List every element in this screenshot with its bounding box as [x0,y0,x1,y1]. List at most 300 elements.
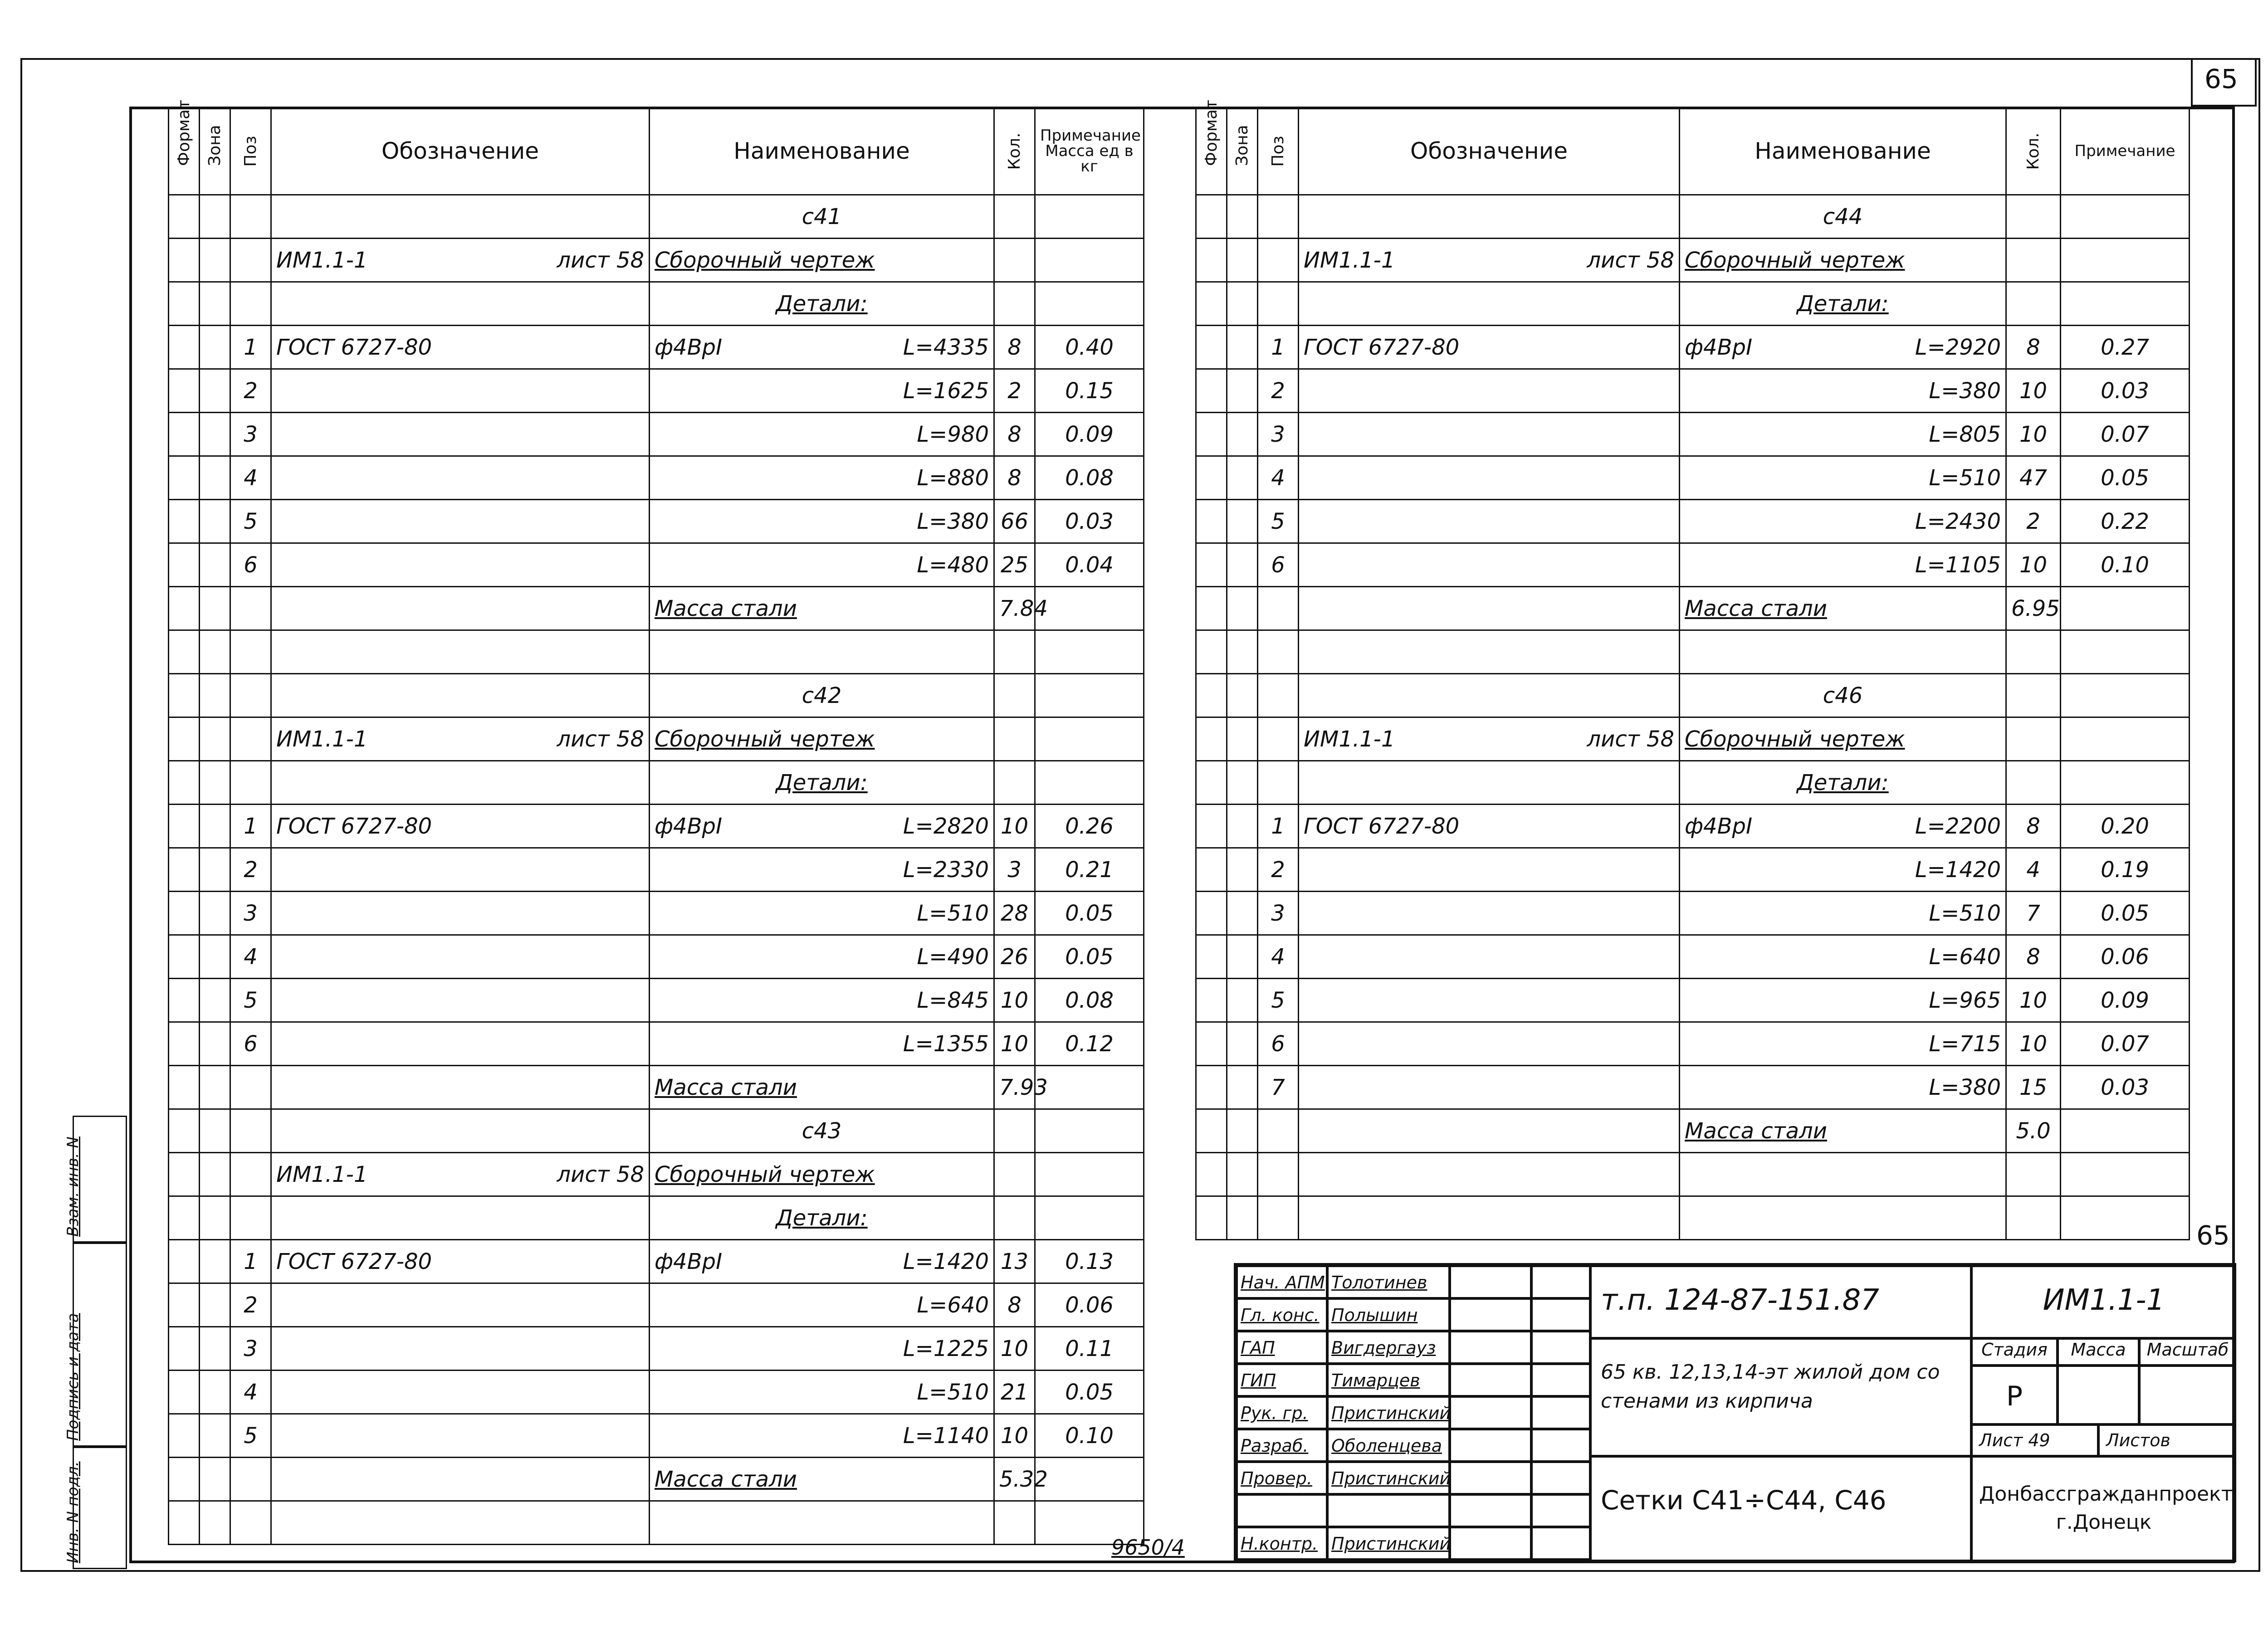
name-text: Детали: [776,291,868,317]
person-name-text: Оболенцева [1331,1436,1442,1456]
cell-pos: 5 [230,979,271,1022]
cell-qty: 8 [994,456,1035,500]
cell-designation [271,456,650,500]
cell-format [169,848,200,892]
cell-zone [1227,1196,1258,1240]
designation-text: ИМ1.1-1 [276,726,368,752]
person-name-text: Полышин [1331,1305,1418,1325]
table-row [1196,413,2190,456]
length-value: L=715 [1929,1031,2001,1057]
header-zone: Зона [200,107,230,195]
cell-note [1035,1153,1144,1196]
table-row [1196,630,2190,674]
cell-qty [2006,1196,2061,1240]
cell-note: 0.09 [1035,413,1144,456]
cell-note [1035,1196,1144,1240]
table-row [1196,543,2190,587]
cell-format [169,717,200,761]
cell-note [1035,630,1144,674]
table-row [169,630,1144,674]
header-qty: Кол. [994,107,1035,195]
cell-qty: 10 [994,1414,1035,1458]
cell-qty: 10 [994,805,1035,848]
cell-qty: 10 [994,1022,1035,1066]
cell-note: 0.12 [1035,1022,1144,1066]
date-cell [1531,1364,1590,1396]
cell-note: 0.05 [2061,892,2190,935]
length-value: L=845 [917,987,989,1013]
mass-label: Масса [2058,1338,2139,1366]
name-text: Детали: [1797,770,1889,795]
cell-zone [200,674,230,717]
designation-text: ГОСТ 6727-80 [276,813,432,839]
cell-name [650,1414,994,1458]
cell-qty: 7 [2006,892,2061,935]
cell-pos [230,630,271,674]
cell-zone [200,1327,230,1371]
cell-qty: 66 [994,500,1035,543]
cell-qty [2006,195,2061,239]
table-row [1196,1196,2190,1240]
name-text: ф4ВрI [655,334,723,360]
cell-qty: 5.0 [2006,1109,2061,1153]
cell-name [650,282,994,326]
cell-note: 0.05 [1035,935,1144,979]
cell-zone [200,1458,230,1501]
cell-name [650,848,994,892]
cell-note: 0.07 [2061,1022,2190,1066]
cell-designation [1299,587,1680,630]
person-name-text: Пристинский [1331,1403,1451,1423]
designation-text: ИМ1.1-1 [276,247,368,273]
date-cell [1531,1298,1590,1331]
cell-zone [1227,195,1258,239]
header-note: Примечание [2061,107,2190,195]
table-row [169,1109,1144,1153]
cell-name [650,1066,994,1109]
name-text: Сборочный чертеж [655,726,875,752]
cell-zone [200,1066,230,1109]
cell-name [1680,326,2006,369]
cell-pos [230,1066,271,1109]
cell-qty [2006,282,2061,326]
cell-pos: 4 [230,1371,271,1414]
cell-designation [1299,326,1680,369]
header-pos: Поз [230,107,271,195]
name-text: Масса стали [655,1466,797,1492]
cell-pos [1258,1196,1299,1240]
designation-text: ИМ1.1-1 [276,1161,368,1187]
cell-pos: 7 [1258,1066,1299,1109]
cell-name [1680,413,2006,456]
cell-name [650,1109,994,1153]
cell-qty: 8 [994,1283,1035,1327]
name-text: Детали: [776,1205,868,1231]
cell-designation [1299,1153,1680,1196]
table-row [1196,1153,2190,1196]
table-row [169,1414,1144,1458]
cell-designation [271,674,650,717]
cell-format [169,500,200,543]
cell-name [1680,543,2006,587]
length-value: L=1105 [1915,552,2001,578]
cell-format [169,413,200,456]
cell-pos: 1 [230,326,271,369]
table-row [169,848,1144,892]
cell-note [2061,282,2190,326]
cell-note [2061,1109,2190,1153]
cell-format [1196,674,1227,717]
table-row [169,1196,1144,1240]
person-name-text: Вигдергауз [1331,1338,1436,1358]
cell-designation [271,369,650,413]
cell-zone [1227,979,1258,1022]
cell-note [1035,674,1144,717]
cell-pos: 1 [230,1240,271,1283]
cell-pos: 5 [230,500,271,543]
cell-note: 0.07 [2061,413,2190,456]
cell-qty: 10 [2006,413,2061,456]
cell-format [169,1196,200,1240]
cell-zone [200,1240,230,1283]
cell-pos: 2 [230,369,271,413]
cell-name [650,413,994,456]
cell-format [1196,456,1227,500]
stamp-inv-replace: Взам. инв. N [73,1116,127,1243]
cell-qty: 6.95 [2006,587,2061,630]
cell-designation [271,1066,650,1109]
header-designation: Обозначение [1299,107,1680,195]
person-name [1327,1494,1450,1527]
date-cell [1531,1396,1590,1429]
cell-format [1196,1196,1227,1240]
cell-name [1680,1109,2006,1153]
cell-format [169,369,200,413]
cell-designation [1299,805,1680,848]
cell-designation [1299,369,1680,413]
cell-designation [1299,848,1680,892]
table-row [169,413,1144,456]
table-row [1196,587,2190,630]
cell-note: 0.04 [1035,543,1144,587]
cell-designation [271,935,650,979]
cell-designation [271,848,650,892]
cell-pos [230,761,271,805]
cell-pos: 6 [230,1022,271,1066]
cell-designation [1299,543,1680,587]
cell-zone [200,1501,230,1545]
doc-code: ИМ1.1-1 [1971,1266,2236,1338]
length-value: L=805 [1929,421,2001,447]
cell-format [169,543,200,587]
name-text: с44 [1823,204,1863,229]
cell-note: 0.15 [1035,369,1144,413]
role-label-text: Нач. АПМ [1241,1273,1325,1293]
cell-name [650,195,994,239]
cell-zone [200,630,230,674]
cell-pos [1258,630,1299,674]
cell-note: 0.03 [2061,369,2190,413]
cell-designation [271,326,650,369]
table-row [169,892,1144,935]
cell-designation [271,805,650,848]
cell-zone [1227,369,1258,413]
length-value: L=640 [1929,944,2001,970]
cell-format [1196,500,1227,543]
name-text: Детали: [1797,291,1889,317]
cell-designation [271,1240,650,1283]
cell-name [1680,630,2006,674]
table-row [1196,239,2190,282]
person-name [1327,1266,1450,1298]
cell-zone [1227,1109,1258,1153]
cell-format [1196,1153,1227,1196]
cell-name [650,369,994,413]
header-name: Наименование [1680,107,2006,195]
cell-zone [1227,500,1258,543]
length-value: L=1420 [1915,857,2001,883]
signature-cell [1450,1494,1531,1527]
cell-zone [200,717,230,761]
table-row [1196,456,2190,500]
person-name-text: Пристинский [1331,1534,1451,1554]
length-value: L=965 [1929,987,2001,1013]
cell-designation [271,761,650,805]
table-row [169,979,1144,1022]
cell-qty: 8 [994,413,1035,456]
cell-pos: 4 [230,935,271,979]
cell-zone [200,892,230,935]
cell-qty: 7.93 [994,1066,1035,1109]
role-label [1237,1462,1327,1494]
cell-format [1196,326,1227,369]
cell-designation [1299,630,1680,674]
cell-designation [1299,892,1680,935]
cell-name [650,1283,994,1327]
cell-designation [271,195,650,239]
length-value: L=1420 [903,1249,989,1274]
designation-text: ГОСТ 6727-80 [1304,813,1460,839]
cell-name [1680,935,2006,979]
table-row [169,543,1144,587]
cell-designation [271,1109,650,1153]
cell-format [169,1153,200,1196]
table-row [1196,848,2190,892]
length-value: L=880 [917,465,989,491]
cell-name [1680,500,2006,543]
cell-qty [994,761,1035,805]
organization: Донбассгражданпроект г.Донецк [1971,1456,2236,1562]
cell-note: 0.10 [2061,543,2190,587]
cell-zone [1227,674,1258,717]
length-value: L=380 [917,508,989,534]
cell-pos [230,195,271,239]
cell-designation [1299,1066,1680,1109]
cell-format [1196,239,1227,282]
cell-pos [1258,239,1299,282]
name-text: Сборочный чертеж [1685,726,1905,752]
cell-zone [200,848,230,892]
person-name [1327,1527,1450,1560]
header-note: Примечание Масса ед в кг [1035,107,1144,195]
cell-name [650,717,994,761]
table-header [169,107,1144,195]
designation-text: ИМ1.1-1 [1304,726,1395,752]
role-label [1237,1429,1327,1462]
table-row [169,239,1144,282]
cell-note: 0.40 [1035,326,1144,369]
signature-cell [1450,1331,1531,1364]
length-value: L=2330 [903,857,989,883]
cell-designation [1299,456,1680,500]
cell-designation [271,1458,650,1501]
cell-zone [200,543,230,587]
table-row [169,761,1144,805]
cell-name [650,587,994,630]
cell-pos: 1 [1258,805,1299,848]
cell-pos: 6 [1258,543,1299,587]
table-row [1196,1022,2190,1066]
cell-pos: 3 [230,1327,271,1371]
length-value: L=1225 [903,1336,989,1361]
cell-name [650,326,994,369]
cell-name [1680,674,2006,717]
cell-pos [230,587,271,630]
cell-qty: 8 [2006,326,2061,369]
cell-note [1035,717,1144,761]
header-format: Формат [1196,107,1227,195]
cell-designation [1299,979,1680,1022]
cell-name [1680,369,2006,413]
cell-pos: 6 [230,543,271,587]
stamp-sign-date: Подпись и дата [73,1243,127,1447]
sheet-label: Лист 49 [1971,1424,2098,1456]
cell-qty [994,1153,1035,1196]
role-label [1237,1494,1327,1527]
cell-designation [271,500,650,543]
table-row [1196,805,2190,848]
cell-format [169,326,200,369]
length-value: L=640 [917,1292,989,1318]
cell-note: 0.06 [1035,1283,1144,1327]
cell-pos: 3 [230,892,271,935]
cell-pos [230,717,271,761]
cell-designation [271,1501,650,1545]
name-text: с42 [802,683,842,708]
designation-text: ГОСТ 6727-80 [1304,334,1460,360]
length-value: L=4335 [903,334,989,360]
sheet-ref: лист 58 [1587,726,1674,752]
cell-name [1680,979,2006,1022]
person-name [1327,1396,1450,1429]
cell-name [1680,239,2006,282]
sheet-ref: лист 58 [557,1161,644,1187]
cell-zone [1227,892,1258,935]
cell-name [650,1196,994,1240]
sheet-number-mid: 65 [2196,1220,2230,1251]
cell-note: 0.13 [1035,1240,1144,1283]
cell-designation [1299,761,1680,805]
cell-qty: 13 [994,1240,1035,1283]
name-text: Масса стали [655,595,797,621]
cell-format [1196,979,1227,1022]
length-value: L=1140 [903,1423,989,1449]
cell-note [1035,282,1144,326]
cell-name [1680,1066,2006,1109]
scale-label: Масштаб [2139,1338,2236,1366]
cell-format [1196,369,1227,413]
role-label [1237,1298,1327,1331]
name-text: ф4ВрI [1685,813,1753,839]
cell-qty: 25 [994,543,1035,587]
cell-note [1035,761,1144,805]
cell-name [650,500,994,543]
cell-qty: 21 [994,1371,1035,1414]
cell-zone [200,761,230,805]
length-value: L=1625 [903,378,989,404]
cell-name [1680,282,2006,326]
cell-zone [1227,935,1258,979]
cell-pos: 5 [1258,500,1299,543]
cell-format [1196,1066,1227,1109]
cell-pos [1258,587,1299,630]
cell-pos: 2 [230,1283,271,1327]
table-row [1196,369,2190,413]
cell-format [169,1414,200,1458]
cell-qty [2006,239,2061,282]
cell-pos [230,282,271,326]
cell-name [650,1458,994,1501]
role-label-text: Рук. гр. [1241,1403,1308,1423]
left-spec-body [169,195,1144,1545]
table-row [169,1283,1144,1327]
table-row [169,282,1144,326]
cell-name [650,239,994,282]
name-text: Масса стали [1685,595,1827,621]
sheets-label: Листов [2098,1424,2236,1456]
cell-zone [200,1109,230,1153]
cell-zone [200,413,230,456]
title-block [1234,1263,2236,1562]
cell-pos: 2 [230,848,271,892]
cell-name [1680,587,2006,630]
cell-format [1196,717,1227,761]
cell-designation [271,1327,650,1371]
table-row [169,587,1144,630]
cell-format [169,1501,200,1545]
date-cell [1531,1527,1590,1560]
cell-name [650,979,994,1022]
cell-zone [200,1153,230,1196]
cell-qty: 10 [994,979,1035,1022]
length-value: L=510 [917,1379,989,1405]
cell-format [169,1066,200,1109]
cell-qty [2006,630,2061,674]
name-text: Сборочный чертеж [1685,247,1905,273]
name-text: с43 [802,1118,842,1144]
cell-note: 0.26 [1035,805,1144,848]
cell-format [169,1022,200,1066]
cell-designation [1299,1109,1680,1153]
length-value: L=1355 [903,1031,989,1057]
cell-qty [2006,717,2061,761]
cell-zone [200,1283,230,1327]
date-cell [1531,1266,1590,1298]
table-row [1196,979,2190,1022]
table-row [169,717,1144,761]
designation-text: ГОСТ 6727-80 [276,1249,432,1274]
cell-pos: 2 [1258,848,1299,892]
